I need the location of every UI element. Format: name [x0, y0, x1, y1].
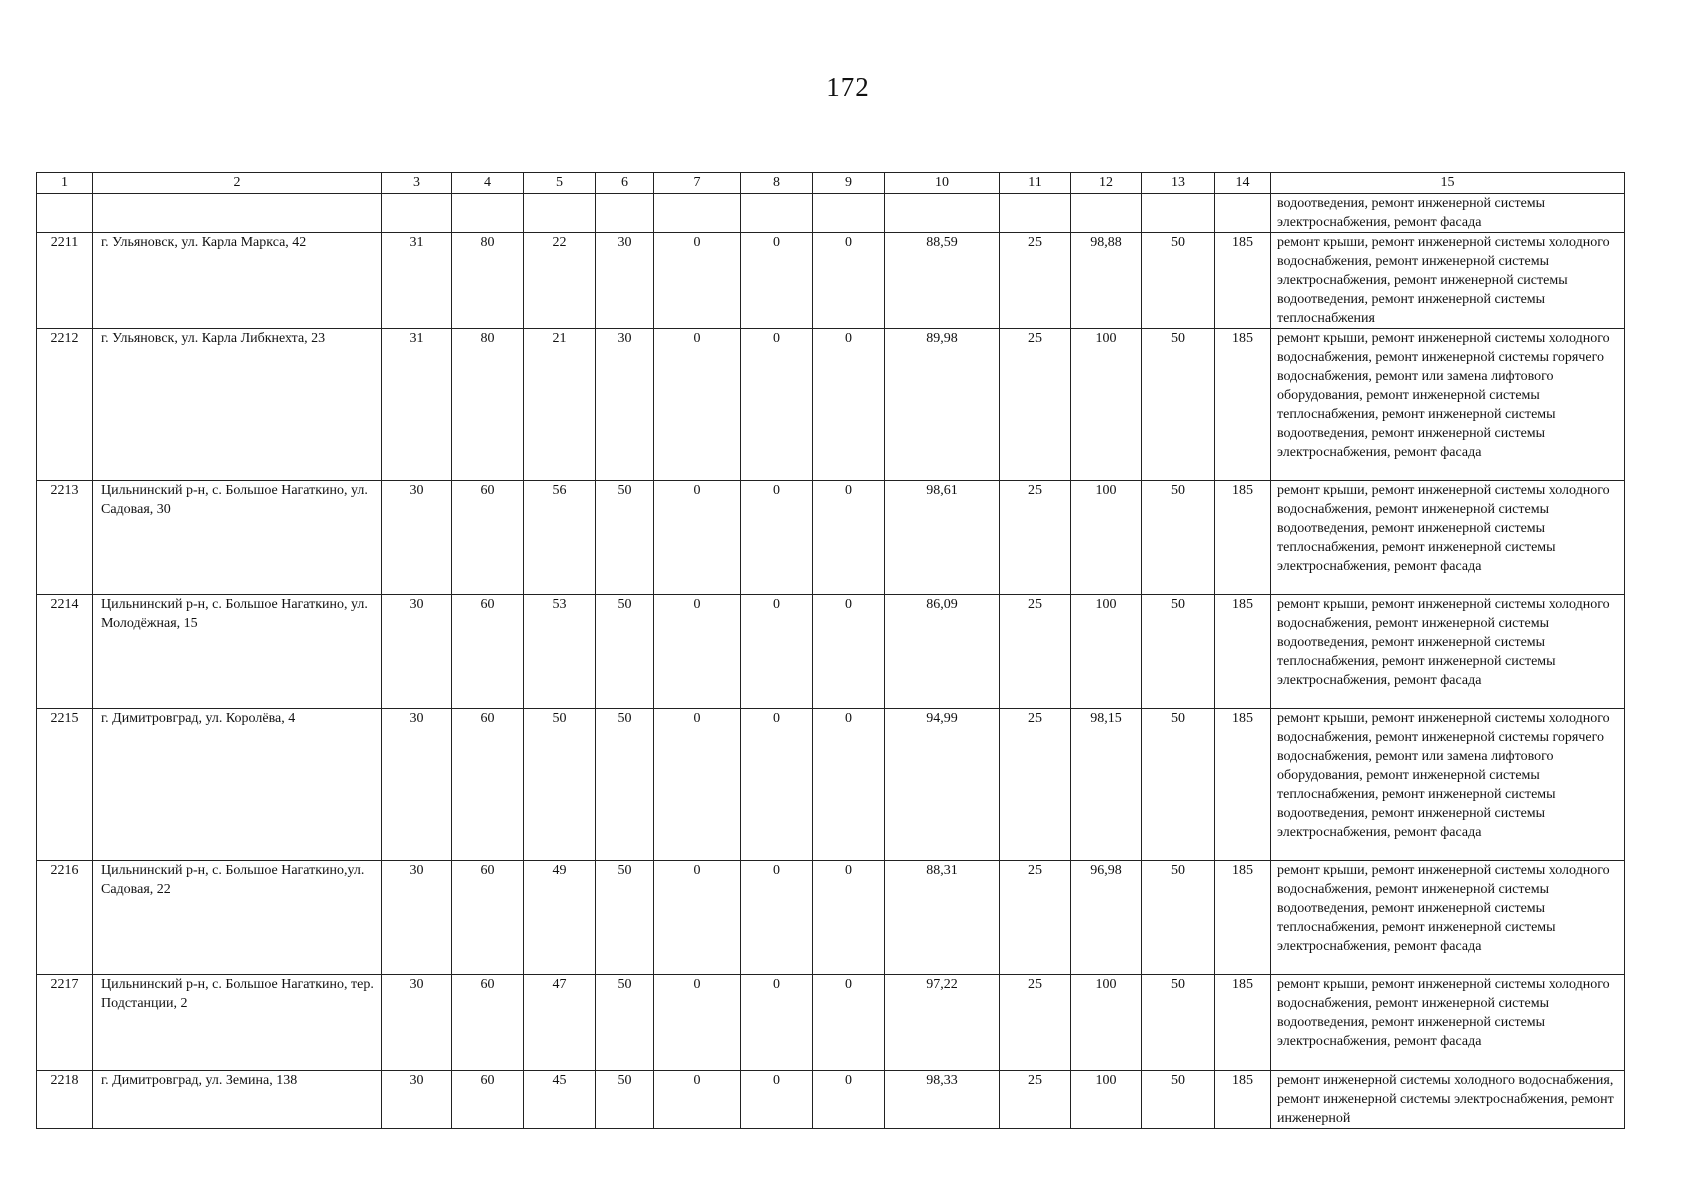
col-6-value: 50 — [596, 1071, 654, 1129]
col-9-value: 0 — [813, 595, 885, 709]
col-10-value: 88,31 — [885, 861, 1000, 975]
header-col-1: 1 — [37, 173, 93, 194]
col-4-value: 60 — [452, 709, 524, 861]
col-5-value: 45 — [524, 1071, 596, 1129]
col-14-value: 185 — [1215, 329, 1271, 481]
table-row — [37, 1071, 1625, 1129]
col-11-value: 25 — [1000, 595, 1071, 709]
table-row — [37, 595, 1625, 709]
header-col-10: 10 — [885, 173, 1000, 194]
col-14-value: 185 — [1215, 233, 1271, 329]
header-col-8: 8 — [741, 173, 813, 194]
col-8-value: 0 — [741, 975, 813, 1071]
repair-program-table — [36, 172, 1625, 1129]
col-5-value: 22 — [524, 233, 596, 329]
header-col-2: 2 — [93, 173, 382, 194]
header-col-11: 11 — [1000, 173, 1071, 194]
col-11-value: 25 — [1000, 975, 1071, 1071]
col-7-value: 0 — [654, 709, 741, 861]
works-description: ремонт крыши, ремонт инженерной системы холодного водоснабжения, ремонт инженерной системы водоотведения, ремонт инженерной системы теплоснабжения, ремонт инженерной системы электроснабжения, ремонт фасада — [1271, 861, 1625, 975]
header-col-4: 4 — [452, 173, 524, 194]
col-6-value: 30 — [596, 329, 654, 481]
col-3-value: 30 — [382, 709, 452, 861]
col-10-value: 98,61 — [885, 481, 1000, 595]
col-7-value: 0 — [654, 329, 741, 481]
col-7-value: 0 — [654, 1071, 741, 1129]
col-12-value: 100 — [1071, 975, 1142, 1071]
works-description: ремонт инженерной системы холодного водоснабжения, ремонт инженерной системы электроснабжения, ремонт инженерной — [1271, 1071, 1625, 1129]
col-12-value: 96,98 — [1071, 861, 1142, 975]
table-row — [37, 481, 1625, 595]
col-5-value: 47 — [524, 975, 596, 1071]
col-6-value: 50 — [596, 595, 654, 709]
col-6-value: 50 — [596, 975, 654, 1071]
col-10-value: 88,59 — [885, 233, 1000, 329]
col-5-value: 21 — [524, 329, 596, 481]
col-8-value: 0 — [741, 233, 813, 329]
works-description: ремонт крыши, ремонт инженерной системы холодного водоснабжения, ремонт инженерной системы электроснабжения, ремонт инженерной системы водоотведения, ремонт инженерной системы теплоснабжения — [1271, 233, 1625, 329]
col-7-value: 0 — [654, 481, 741, 595]
table-row — [37, 233, 1625, 329]
header-col-15: 15 — [1271, 173, 1625, 194]
col-10-value: 94,99 — [885, 709, 1000, 861]
col-4-value: 60 — [452, 975, 524, 1071]
row-number: 2217 — [37, 975, 93, 1071]
col-12-value: 98,88 — [1071, 233, 1142, 329]
col-9-value: 0 — [813, 861, 885, 975]
col-6-value: 30 — [596, 233, 654, 329]
col-5-value: 49 — [524, 861, 596, 975]
col-9-value: 0 — [813, 481, 885, 595]
address-cell: Цильнинский р-н, с. Большое Нагаткино, ул. Молодёжная, 15 — [93, 595, 382, 709]
col-3-value: 30 — [382, 595, 452, 709]
address-cell: Цильнинский р-н, с. Большое Нагаткино,ул. Садовая, 22 — [93, 861, 382, 975]
col-14-value: 185 — [1215, 1071, 1271, 1129]
col-10-value: 97,22 — [885, 975, 1000, 1071]
col-11-value: 25 — [1000, 481, 1071, 595]
col-5-value: 50 — [524, 709, 596, 861]
col-8-value: 0 — [741, 1071, 813, 1129]
header-col-12: 12 — [1071, 173, 1142, 194]
continuation-row — [37, 194, 1625, 233]
col-9-value: 0 — [813, 1071, 885, 1129]
header-col-13: 13 — [1142, 173, 1215, 194]
col-4-value: 80 — [452, 233, 524, 329]
row-number: 2211 — [37, 233, 93, 329]
col-8-value: 0 — [741, 861, 813, 975]
col-8-value: 0 — [741, 481, 813, 595]
col-6-value: 50 — [596, 861, 654, 975]
col-4-value: 60 — [452, 1071, 524, 1129]
header-row — [37, 173, 1625, 194]
col-5-value: 56 — [524, 481, 596, 595]
col-4-value: 60 — [452, 861, 524, 975]
col-3-value: 30 — [382, 975, 452, 1071]
col-9-value: 0 — [813, 709, 885, 861]
col-8-value: 0 — [741, 709, 813, 861]
col-13-value: 50 — [1142, 233, 1215, 329]
col-3-value: 30 — [382, 481, 452, 595]
col-14-value: 185 — [1215, 709, 1271, 861]
header-col-7: 7 — [654, 173, 741, 194]
works-description: ремонт крыши, ремонт инженерной системы холодного водоснабжения, ремонт инженерной системы водоотведения, ремонт инженерной системы теплоснабжения, ремонт инженерной системы электроснабжения, ремонт фасада — [1271, 595, 1625, 709]
col-5-value: 53 — [524, 595, 596, 709]
row-number: 2212 — [37, 329, 93, 481]
table-row — [37, 861, 1625, 975]
col-12-value: 100 — [1071, 329, 1142, 481]
works-description: ремонт крыши, ремонт инженерной системы холодного водоснабжения, ремонт инженерной системы горячего водоснабжения, ремонт или замена лифтового оборудования, ремонт инженерной системы теплоснабжения, ремонт инженерной системы водоотведения, ремонт инженерной системы электроснабжения, ремонт фасада — [1271, 329, 1625, 481]
address-cell: г. Ульяновск, ул. Карла Либкнехта, 23 — [93, 329, 382, 481]
row-number: 2218 — [37, 1071, 93, 1129]
col-14-value: 185 — [1215, 481, 1271, 595]
col-4-value: 60 — [452, 595, 524, 709]
page-number: 172 — [826, 72, 870, 102]
works-description: ремонт крыши, ремонт инженерной системы холодного водоснабжения, ремонт инженерной системы водоотведения, ремонт инженерной системы теплоснабжения, ремонт инженерной системы электроснабжения, ремонт фасада — [1271, 481, 1625, 595]
col-10-value: 86,09 — [885, 595, 1000, 709]
col-6-value: 50 — [596, 481, 654, 595]
col-14-value: 185 — [1215, 975, 1271, 1071]
table-row — [37, 329, 1625, 481]
col-13-value: 50 — [1142, 481, 1215, 595]
table-body — [37, 194, 1625, 1129]
table-row — [37, 709, 1625, 861]
col-11-value: 25 — [1000, 233, 1071, 329]
header-col-5: 5 — [524, 173, 596, 194]
col-12-value: 98,15 — [1071, 709, 1142, 861]
col-11-value: 25 — [1000, 709, 1071, 861]
col-6-value: 50 — [596, 709, 654, 861]
address-cell: г. Димитровград, ул. Земина, 138 — [93, 1071, 382, 1129]
table-header — [37, 173, 1625, 194]
col-9-value: 0 — [813, 233, 885, 329]
col-13-value: 50 — [1142, 975, 1215, 1071]
col-3-value: 31 — [382, 233, 452, 329]
col-12-value: 100 — [1071, 481, 1142, 595]
col-8-value: 0 — [741, 329, 813, 481]
header-col-14: 14 — [1215, 173, 1271, 194]
col-9-value: 0 — [813, 329, 885, 481]
col-3-value: 31 — [382, 329, 452, 481]
header-col-3: 3 — [382, 173, 452, 194]
col-14-value: 185 — [1215, 595, 1271, 709]
table-row — [37, 975, 1625, 1071]
col-10-value: 98,33 — [885, 1071, 1000, 1129]
col-13-value: 50 — [1142, 595, 1215, 709]
address-cell: г. Ульяновск, ул. Карла Маркса, 42 — [93, 233, 382, 329]
row-number: 2213 — [37, 481, 93, 595]
works-description: ремонт крыши, ремонт инженерной системы холодного водоснабжения, ремонт инженерной системы водоотведения, ремонт инженерной системы электроснабжения, ремонт фасада — [1271, 975, 1625, 1071]
col-7-value: 0 — [654, 861, 741, 975]
col-11-value: 25 — [1000, 1071, 1071, 1129]
address-cell: Цильнинский р-н, с. Большое Нагаткино, ул. Садовая, 30 — [93, 481, 382, 595]
col-9-value: 0 — [813, 975, 885, 1071]
row-number: 2216 — [37, 861, 93, 975]
col-11-value: 25 — [1000, 861, 1071, 975]
col-3-value: 30 — [382, 1071, 452, 1129]
col-13-value: 50 — [1142, 709, 1215, 861]
header-col-6: 6 — [596, 173, 654, 194]
col-14-value: 185 — [1215, 861, 1271, 975]
col-13-value: 50 — [1142, 1071, 1215, 1129]
col-7-value: 0 — [654, 233, 741, 329]
header-col-9: 9 — [813, 173, 885, 194]
col-12-value: 100 — [1071, 1071, 1142, 1129]
col-4-value: 60 — [452, 481, 524, 595]
address-cell: г. Димитровград, ул. Королёва, 4 — [93, 709, 382, 861]
row-number: 2214 — [37, 595, 93, 709]
col-10-value: 89,98 — [885, 329, 1000, 481]
col-4-value: 80 — [452, 329, 524, 481]
col-11-value: 25 — [1000, 329, 1071, 481]
continuation-works: водоотведения, ремонт инженерной системы электроснабжения, ремонт фасада — [1271, 194, 1625, 233]
col-3-value: 30 — [382, 861, 452, 975]
col-8-value: 0 — [741, 595, 813, 709]
col-7-value: 0 — [654, 595, 741, 709]
address-cell: Цильнинский р-н, с. Большое Нагаткино, тер. Подстанции, 2 — [93, 975, 382, 1071]
col-7-value: 0 — [654, 975, 741, 1071]
row-number: 2215 — [37, 709, 93, 861]
works-description: ремонт крыши, ремонт инженерной системы холодного водоснабжения, ремонт инженерной системы горячего водоснабжения, ремонт или замена лифтового оборудования, ремонт инженерной системы теплоснабжения, ремонт инженерной системы водоотведения, ремонт инженерной системы электроснабжения, ремонт фасада — [1271, 709, 1625, 861]
col-13-value: 50 — [1142, 329, 1215, 481]
col-12-value: 100 — [1071, 595, 1142, 709]
col-13-value: 50 — [1142, 861, 1215, 975]
